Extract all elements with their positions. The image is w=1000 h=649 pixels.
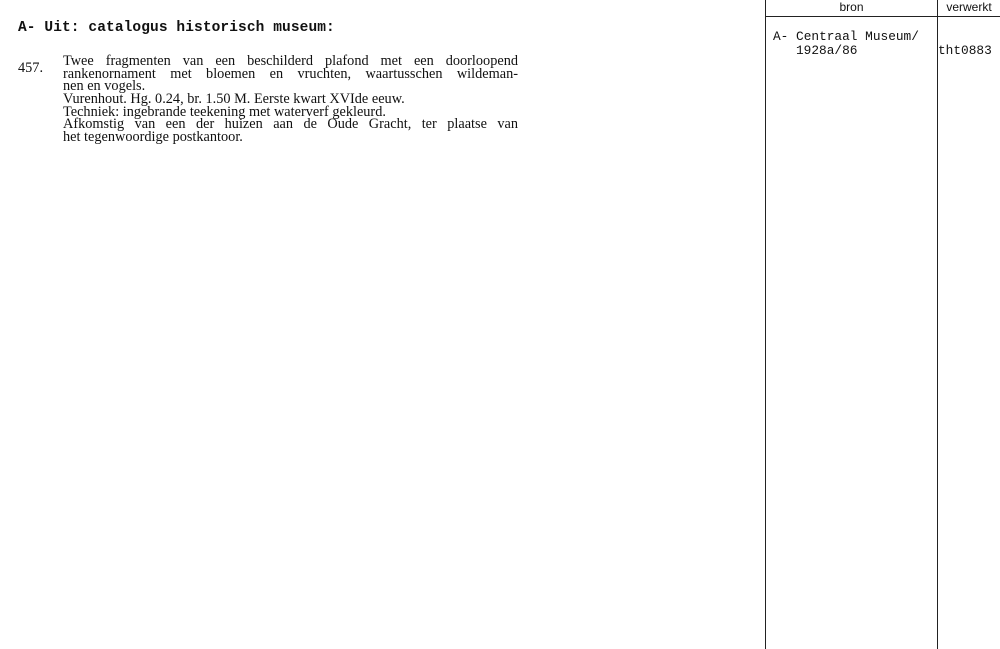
- catalogue-heading: A- Uit: catalogus historisch museum:: [18, 20, 335, 36]
- processed-code: tht0883: [938, 43, 992, 58]
- entry-line: het tegenwoordige postkantoor.: [63, 129, 243, 146]
- entry-line: Vurenhout. Hg. 0.24, br. 1.50 M. Eerste kwart XVIde eeuw.: [63, 91, 405, 108]
- entry-line: Techniek: ingebrande teekening met waterverf gekleurd.: [63, 103, 386, 120]
- column-divider-left: [765, 0, 766, 649]
- source-line: 1928a/86: [796, 43, 858, 58]
- entry-line: Afkomstig van een der huizen aan de Oude Gracht, ter plaatse van: [63, 116, 518, 133]
- entry-line: nen en vogels.: [63, 78, 146, 95]
- entry-description: [63, 55, 518, 144]
- column-divider-right: [937, 0, 938, 649]
- entry-line: rankenornament met bloemen en vruchten, waartusschen wildeman-: [63, 65, 518, 82]
- processed-column-header: verwerkt: [946, 0, 992, 14]
- entry-number: 457.: [18, 60, 44, 76]
- source-reference: [773, 30, 919, 58]
- entry-line: Twee fragmenten van een beschilderd plafond met een doorloopend: [63, 53, 518, 69]
- source-line: A- Centraal Museum/: [773, 29, 919, 44]
- header-rule: [765, 16, 1000, 17]
- source-column-header: bron: [839, 0, 864, 14]
